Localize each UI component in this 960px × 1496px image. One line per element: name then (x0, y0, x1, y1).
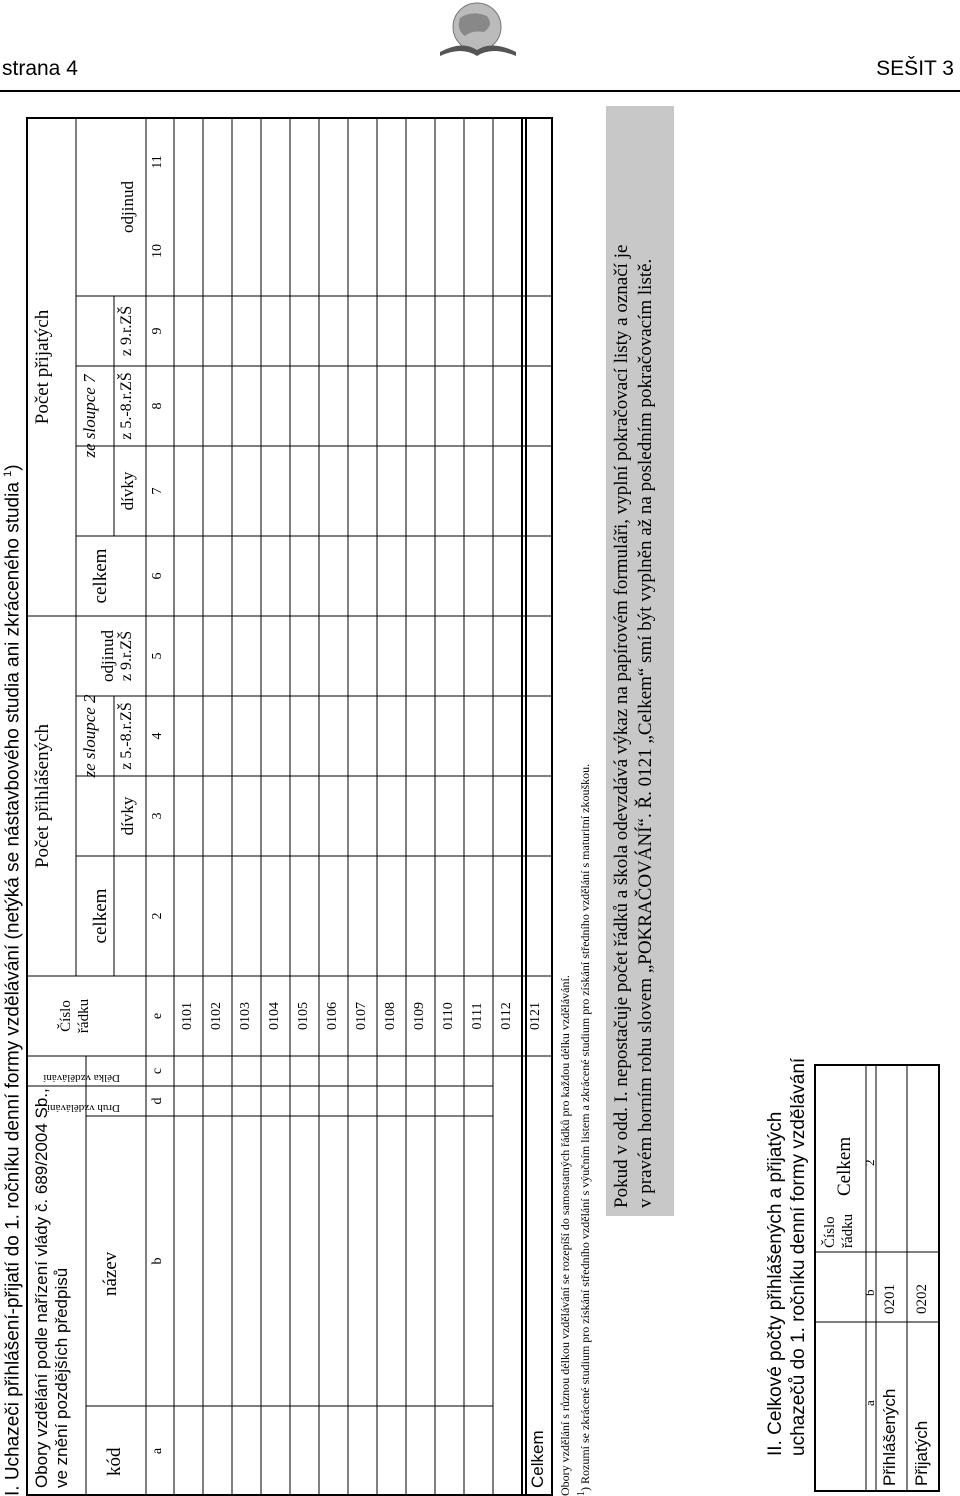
s2-letter-a: a (862, 1400, 877, 1406)
prij-divky: dívky (118, 471, 137, 511)
col-nazev: název (100, 1251, 121, 1296)
row-0107: 0107 (354, 1002, 369, 1030)
ze-sloupce-2: ze sloupce 2 (80, 694, 99, 778)
continuation-notice (606, 106, 674, 1216)
letter-b: b (150, 1257, 165, 1265)
notice-line1: Pokud v odd. I. nepostačuje počet řádků a škola odevzdává výkaz na papírovém formuláři, vyplní pokračovací listy a označí je (611, 244, 632, 1208)
total-label: Celkem (528, 1430, 547, 1488)
header-rule (0, 90, 960, 92)
s2-row2-num: 0202 (914, 1284, 930, 1314)
s2-row1-label: Přihlášených (880, 1388, 899, 1486)
note-1: Obory vzdělání s různou délkou vzdělávání se rozepíší do samostatných řádků pro každou délku vzdělávání. (558, 975, 572, 1496)
s2-row2-label: Přijatých (912, 1420, 931, 1486)
page-number: strana 4 (2, 57, 78, 80)
col-delka: Délka vzdělávání (43, 1072, 120, 1084)
num-9: 9 (150, 327, 165, 335)
prihl-divky: dívky (118, 796, 137, 836)
num-3: 3 (150, 812, 165, 820)
s2-cislo-1: Číslo (822, 1216, 838, 1248)
num-6: 6 (150, 572, 165, 580)
num-4: 4 (150, 732, 165, 740)
row-0104: 0104 (267, 1002, 282, 1030)
letter-e: e (150, 1012, 165, 1020)
prihlasenych-heading: Počet přihlášených (32, 723, 53, 869)
prihl-z58: z 5.-8.r.ZŠ (118, 702, 135, 770)
row-0106: 0106 (325, 1002, 340, 1030)
prihl-z9: z 9.r.ZŠ (118, 630, 135, 682)
num-5: 5 (150, 652, 165, 660)
row-0105: 0105 (296, 1002, 311, 1030)
row-0101: 0101 (180, 1002, 195, 1030)
row-0103: 0103 (238, 1002, 253, 1030)
row-0108: 0108 (383, 1002, 398, 1030)
num-7: 7 (150, 487, 165, 495)
s2-row1-num: 0201 (882, 1284, 898, 1314)
s2-cislo-2: řádku (840, 1213, 856, 1248)
prij-odjinud: odjinud (118, 181, 137, 233)
prijatych-heading: Počet přijatých (32, 309, 53, 425)
prihl-celkem: celkem (90, 888, 111, 944)
s2-num-2: 2 (862, 1159, 877, 1166)
letter-a: a (150, 1447, 165, 1455)
notice-line2: v pravém horním rohu slovem „POKRAČOVÁNÍ“. Ř. 0121 „Celkem“ smí být vyplněn až na posledním pokračovacím listě. (635, 258, 656, 1208)
s2-letter-b: b (862, 1289, 877, 1296)
globe-book-logo-icon (432, 0, 522, 60)
row-0102: 0102 (209, 1002, 224, 1030)
col-cislo-2: řádku (76, 998, 92, 1034)
row-0112: 0112 (499, 1002, 514, 1030)
prihl-odjinud: odjinud (98, 630, 117, 682)
col-cislo-1: Číslo (58, 1000, 74, 1032)
prij-celkem: celkem (90, 548, 111, 604)
total-row-number: 0121 (528, 1002, 543, 1030)
row-0110: 0110 (441, 1002, 456, 1030)
ze-sloupce-7: ze sloupce 7 (80, 374, 99, 458)
section2-title: II. Celkové počty přihlášených a přijatých uchazečů do 1. ročníku denní formy vzdělávání (765, 1057, 809, 1456)
letter-c: c (150, 1067, 165, 1075)
workbook-label: SEŠIT 3 (876, 57, 954, 80)
note-2: $^1$) Rozumí se zkrácené studium pro získání středního vzdělání s výučním listem a zkrácené studium pro získání středního vzdělání s maturitní zkouškou. (576, 763, 592, 1496)
col-kod: kód (104, 1447, 125, 1476)
s2-celkem: Celkem (834, 1136, 855, 1196)
rotated-sheet (0, 96, 960, 1496)
num-10: 10 (150, 244, 165, 258)
letter-d: d (150, 1097, 165, 1105)
col-druh: Druh vzdělávání (46, 1102, 120, 1114)
prij-z9: z 9.r.ZŠ (118, 305, 135, 357)
num-11: 11 (150, 155, 165, 169)
section1-title: I. Uchazeči přihlášení-přijatí do 1. ročníku denní formy vzdělávání (netýká se nástavbového studia ani zkráceného studia $^1$) (2, 464, 24, 1496)
col-obory-line1: Obory vzdělání podle nařízení vlády č. 689/2004 Sb., (32, 1088, 51, 1488)
num-8: 8 (150, 402, 165, 410)
row-0109: 0109 (412, 1002, 427, 1030)
prij-z58: z 5.-8.r.ZŠ (118, 372, 135, 440)
col-obory-line2: ve znění pozdějších předpisů (52, 1267, 71, 1488)
total-row (522, 96, 554, 1496)
num-2: 2 (150, 912, 165, 920)
row-0111: 0111 (470, 1002, 485, 1030)
